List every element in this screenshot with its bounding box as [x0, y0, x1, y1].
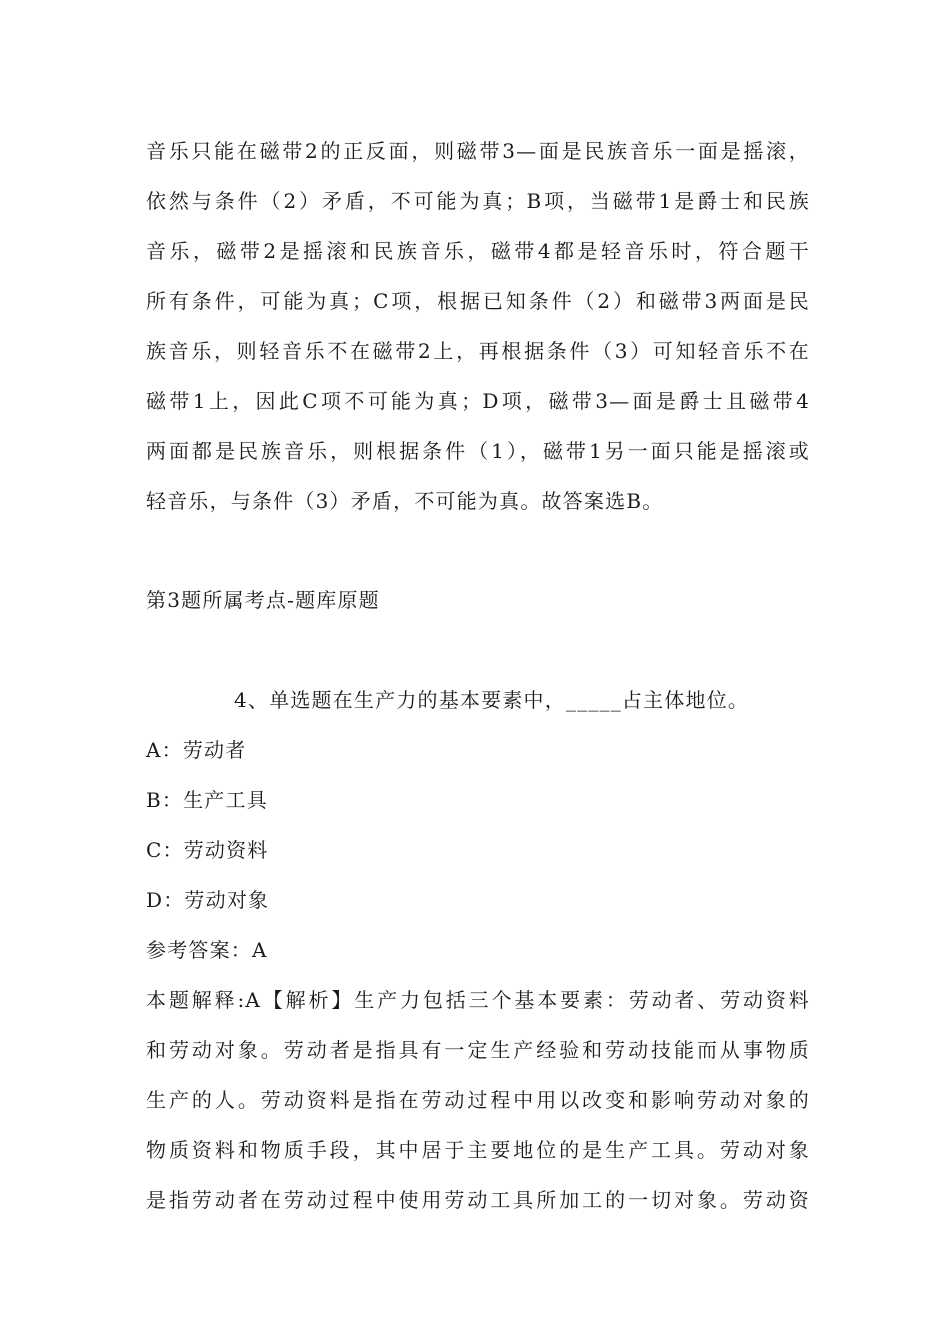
option-d: D：劳动对象: [146, 888, 270, 912]
explanation-line: 本题解释:A【解析】生产力包括三个基本要素：劳动者、劳动资料: [146, 988, 810, 1012]
option-b: B：生产工具: [146, 788, 268, 812]
explanation-line: 轻音乐，与条件（3）矛盾，不可能为真。故答案选B。: [146, 489, 664, 513]
explanation-line: 磁带1上，因此C项不可能为真；D项，磁带3—面是爵士且磁带4: [146, 389, 810, 413]
explanation-line: 依然与条件（2）矛盾，不可能为真；B项，当磁带1是爵士和民族: [146, 189, 810, 213]
explanation-line: 两面都是民族音乐，则根据条件（1），磁带1另一面只能是摇滚或: [146, 439, 810, 463]
explanation-line: 音乐只能在磁带2的正反面，则磁带3—面是民族音乐一面是摇滚，: [146, 139, 810, 163]
explanation-line: 族音乐，则轻音乐不在磁带2上，再根据条件（3）可知轻音乐不在: [146, 339, 810, 363]
option-a: A：劳动者: [146, 738, 247, 762]
explanation-line: 物质资料和物质手段，其中居于主要地位的是生产工具。劳动对象: [146, 1138, 810, 1162]
explanation-line: 生产的人。劳动资料是指在劳动过程中用以改变和影响劳动对象的: [146, 1088, 810, 1112]
document-page: [146, 0, 810, 1344]
explanation-line: 所有条件，可能为真；C项，根据已知条件（2）和磁带3两面是民: [146, 289, 810, 313]
question-stem: 4、单选题在生产力的基本要素中，_____占主体地位。: [234, 688, 750, 712]
explanation-line: 和劳动对象。劳动者是指具有一定生产经验和劳动技能而从事物质: [146, 1038, 810, 1062]
question-source-note: 第3题所属考点-题库原题: [146, 588, 380, 612]
option-c: C：劳动资料: [146, 838, 269, 862]
explanation-line: 是指劳动者在劳动过程中使用劳动工具所加工的一切对象。劳动资: [146, 1188, 810, 1212]
reference-answer: 参考答案：A: [146, 938, 268, 962]
explanation-line: 音乐，磁带2是摇滚和民族音乐，磁带4都是轻音乐时，符合题干: [146, 239, 810, 263]
